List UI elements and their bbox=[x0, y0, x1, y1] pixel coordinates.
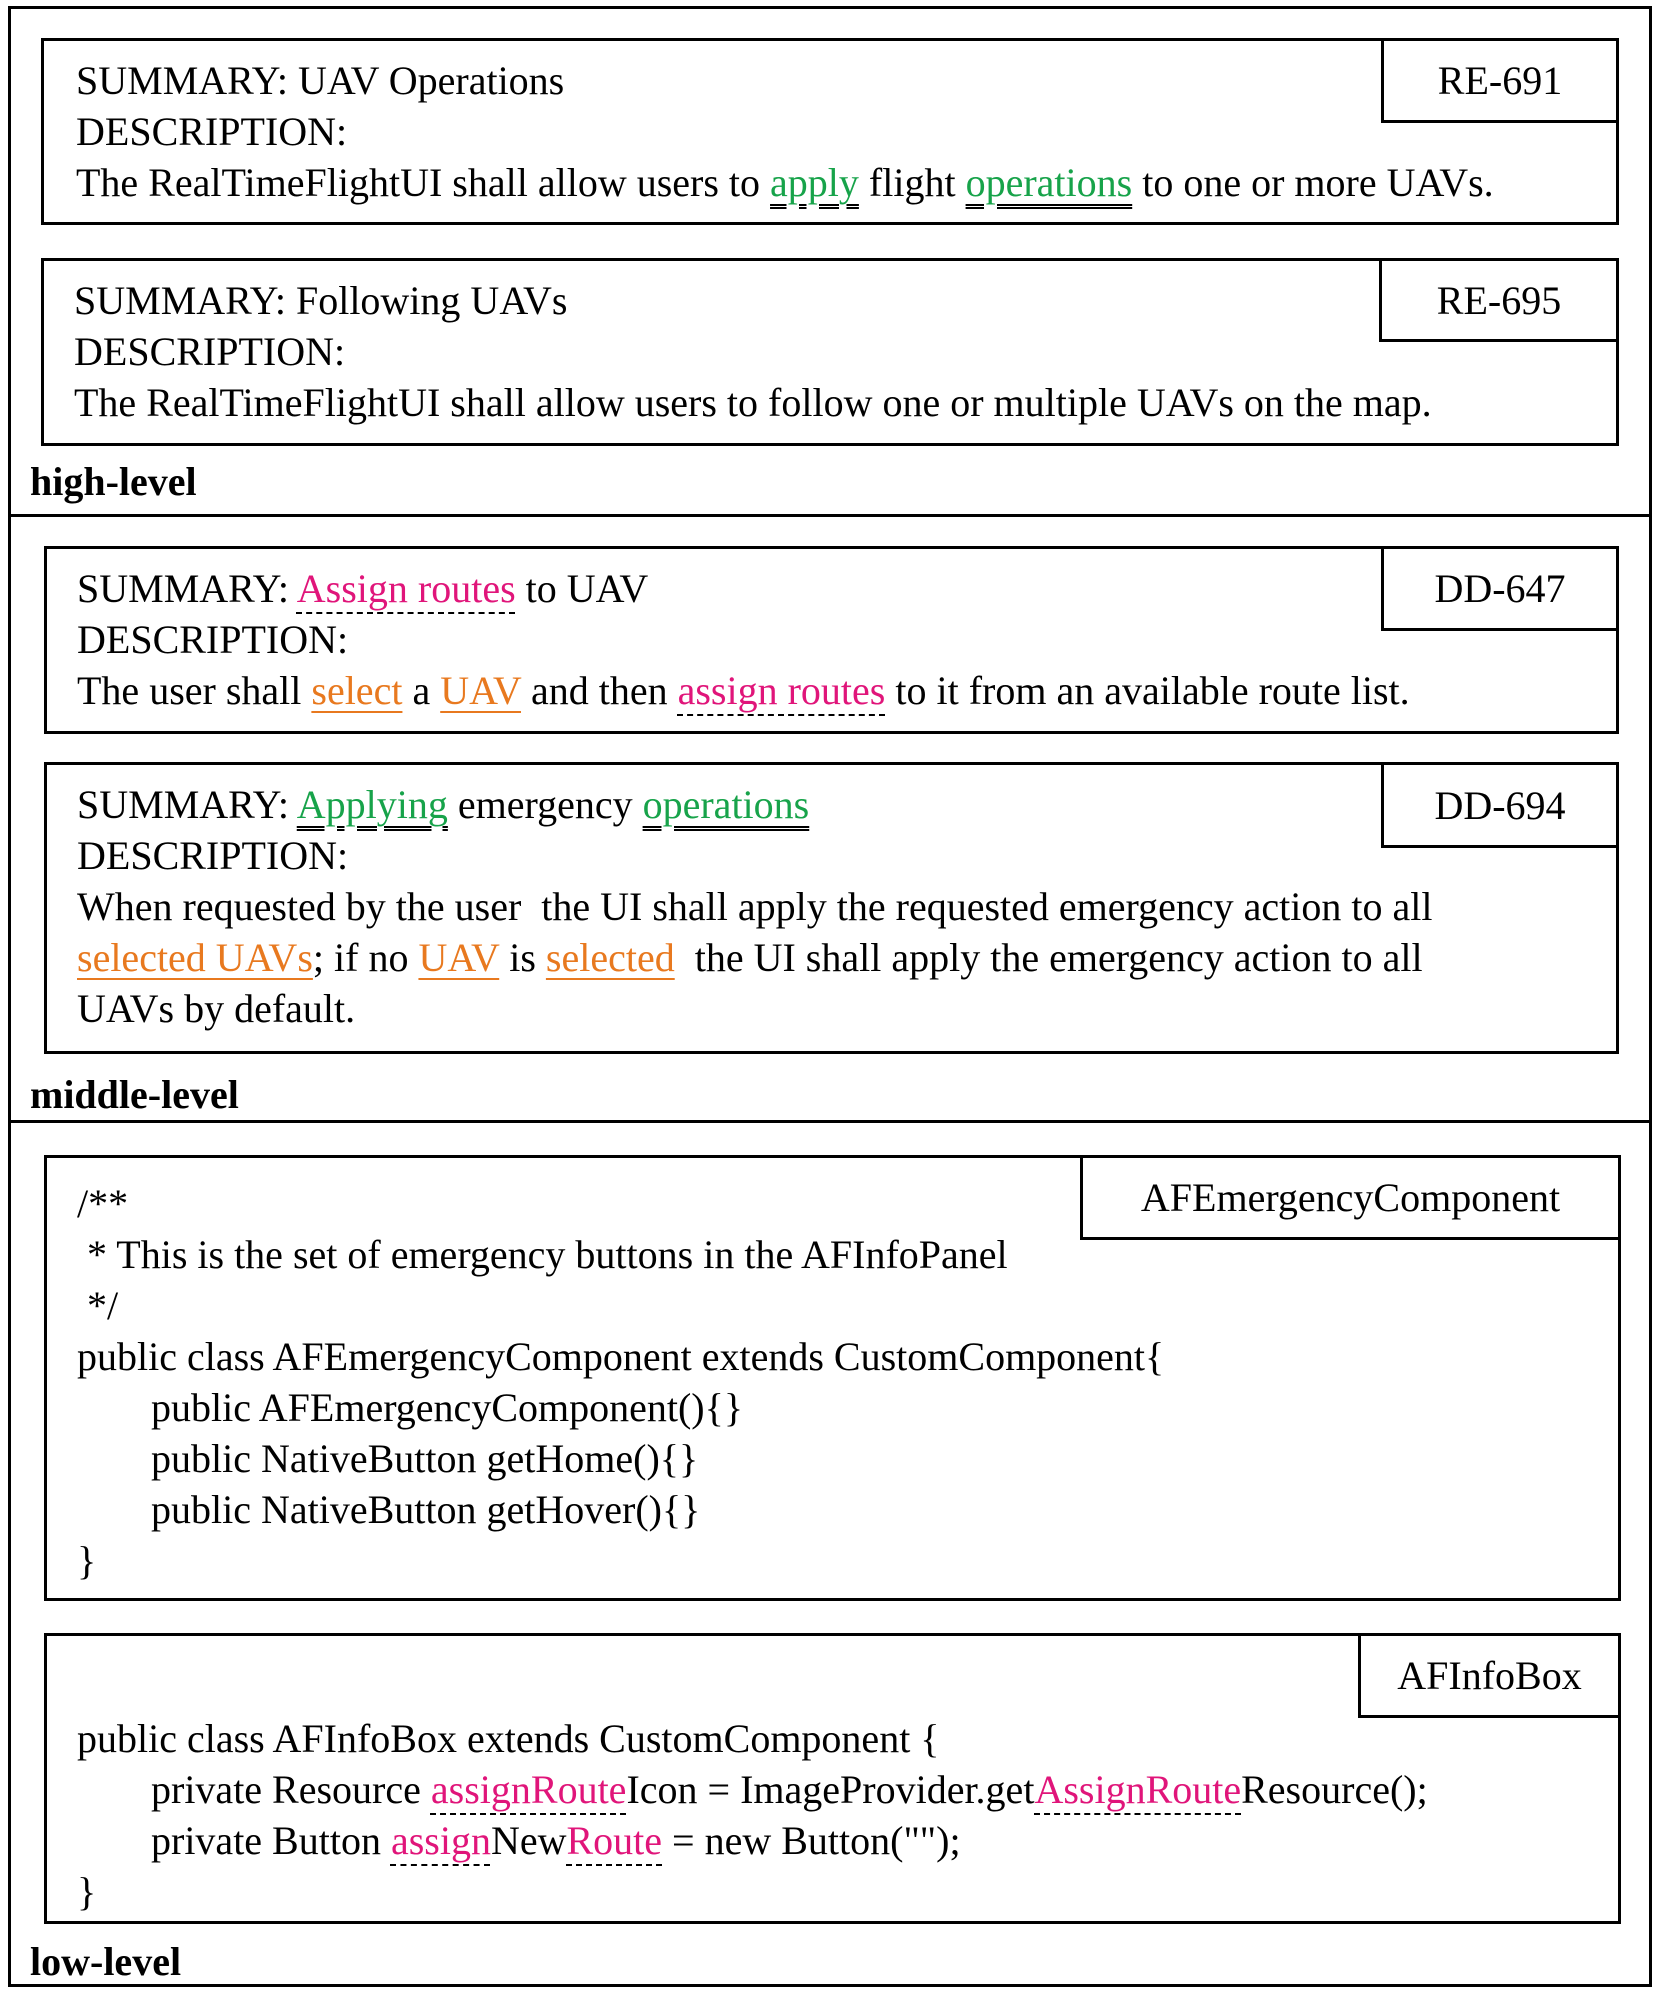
high-middle-divider bbox=[8, 514, 1652, 517]
re-695-text: SUMMARY: Following UAVs DESCRIPTION: The RealTimeFlightUI shall allow users to follow one or multiple UAVs on the map. bbox=[74, 278, 1432, 425]
re-695-id-tag: RE-695 bbox=[1379, 258, 1619, 342]
dd-647-id-tag: DD-647 bbox=[1381, 546, 1619, 631]
afinfobox-code: public class AFInfoBox extends CustomComponent { private Resource assignRouteIcon = ImageProvider.getAssignRouteResource(); private Button assignNewRoute = new Button(""); } bbox=[77, 1716, 1428, 1914]
middle-low-divider bbox=[8, 1120, 1652, 1123]
term-selected: selected bbox=[545, 935, 675, 980]
term-assignroute-2: AssignRoute bbox=[1034, 1767, 1242, 1812]
term-assign: assign bbox=[390, 1818, 491, 1863]
afemergency-code: /** * This is the set of emergency buttons in the AFInfoPanel */ public class AFEmergencyComponent extends CustomComponent{ public AFEmergencyComponent(){} public NativeButton getHome(){} public NativeButton getHover(){} } bbox=[77, 1181, 1165, 1583]
dd-694-text: SUMMARY: Applying emergency operations DESCRIPTION: When requested by the user the UI shall apply the requested emergency action to all selected UAVs; if no UAV is selected the UI shall apply the emergency action to all UAVs by default. bbox=[77, 782, 1433, 1031]
term-selected-uavs: selected UAVs bbox=[77, 935, 313, 980]
low-level-label: low-level bbox=[30, 1939, 182, 1984]
term-assignroute: assignRoute bbox=[430, 1767, 627, 1812]
re-691-id-tag: RE-691 bbox=[1381, 38, 1619, 123]
dd-694-id-tag: DD-694 bbox=[1381, 762, 1619, 848]
term-operations-2: operations bbox=[642, 782, 810, 827]
middle-level-label: middle-level bbox=[30, 1072, 239, 1117]
term-apply: apply bbox=[770, 160, 859, 205]
re-691-text: SUMMARY: UAV Operations DESCRIPTION: The RealTimeFlightUI shall allow users to apply flight operations to one or more UAVs. bbox=[76, 58, 1494, 205]
term-route: Route bbox=[566, 1818, 663, 1863]
term-assign-routes-desc: assign routes bbox=[677, 668, 886, 713]
term-assign-routes: Assign routes bbox=[296, 566, 516, 611]
term-applying: Applying bbox=[296, 782, 448, 827]
term-uav-2: UAV bbox=[418, 935, 500, 980]
afinfobox-id-tag: AFInfoBox bbox=[1358, 1633, 1621, 1718]
afemergency-id-tag: AFEmergencyComponent bbox=[1080, 1155, 1621, 1240]
term-select: select bbox=[311, 668, 403, 713]
dd-647-text: SUMMARY: Assign routes to UAV DESCRIPTION: The user shall select a UAV and then assign routes to it from an available route list. bbox=[77, 566, 1410, 713]
term-operations: operations bbox=[965, 160, 1133, 205]
high-level-label: high-level bbox=[30, 459, 197, 504]
term-uav: UAV bbox=[440, 668, 521, 713]
